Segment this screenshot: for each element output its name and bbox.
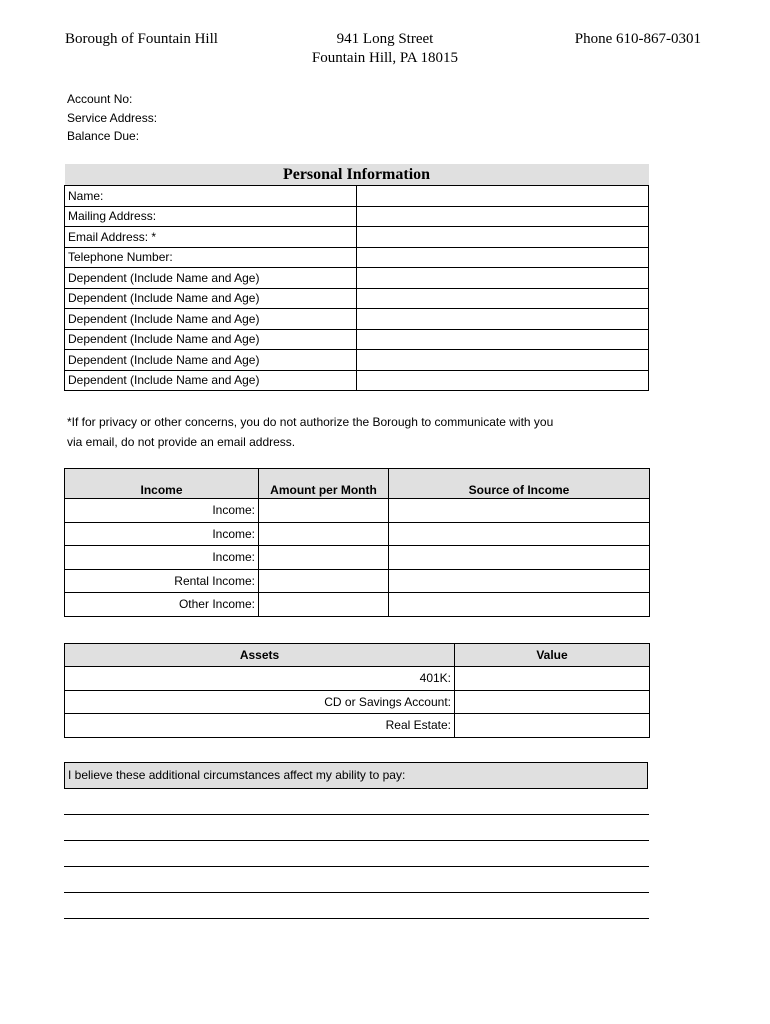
circumstances-header	[64, 762, 648, 789]
rental-income-label: Rental Income:	[65, 569, 259, 593]
dependent-label: Dependent (Include Name and Age)	[65, 309, 357, 330]
account-info	[67, 90, 157, 146]
table-row	[65, 593, 650, 617]
writing-line[interactable]	[64, 866, 649, 867]
table-row	[65, 569, 650, 593]
dependent-field[interactable]	[357, 288, 649, 309]
table-row	[65, 690, 650, 714]
amount-field[interactable]	[259, 522, 389, 546]
amount-field[interactable]	[259, 499, 389, 523]
address-city: Fountain Hill, PA 18015	[311, 50, 459, 66]
dependent-label: Dependent (Include Name and Age)	[65, 288, 357, 309]
borough-name: Borough of Fountain Hill	[65, 31, 218, 47]
table-row	[65, 522, 650, 546]
writing-line[interactable]	[64, 840, 649, 841]
amount-field[interactable]	[259, 569, 389, 593]
cd-savings-label: CD or Savings Account:	[65, 690, 455, 714]
income-label: Income:	[65, 499, 259, 523]
income-header: Income	[65, 469, 259, 499]
dependent-field[interactable]	[357, 370, 649, 391]
table-row	[65, 288, 649, 309]
circumstances-label: I believe these additional circumstances affect my ability to pay:	[68, 768, 406, 782]
account-no-label: Account No:	[67, 92, 133, 106]
amount-field[interactable]	[259, 546, 389, 570]
amount-per-month-header: Amount per Month	[259, 469, 389, 499]
mailing-address-field[interactable]	[357, 206, 649, 227]
dependent-label: Dependent (Include Name and Age)	[65, 350, 357, 371]
source-field[interactable]	[389, 546, 650, 570]
table-row	[65, 247, 649, 268]
name-label: Name:	[65, 186, 357, 207]
table-row	[65, 227, 649, 248]
table-header-row	[65, 469, 650, 499]
personal-information-table	[64, 164, 649, 391]
borough-phone: Phone 610-867-0301	[574, 31, 701, 47]
address-street: 941 Long Street	[336, 31, 434, 47]
personal-information-title: Personal Information	[65, 164, 649, 186]
real-estate-value-field[interactable]	[455, 714, 650, 738]
source-field[interactable]	[389, 569, 650, 593]
writing-line[interactable]	[64, 918, 649, 919]
dependent-label: Dependent (Include Name and Age)	[65, 329, 357, 350]
email-address-label: Email Address: *	[65, 227, 357, 248]
table-row	[65, 206, 649, 227]
email-privacy-note	[67, 412, 553, 452]
borough-address	[284, 30, 486, 68]
table-row	[65, 499, 650, 523]
table-header-row	[65, 644, 650, 667]
401k-label: 401K:	[65, 667, 455, 691]
cd-savings-value-field[interactable]	[455, 690, 650, 714]
writing-line[interactable]	[64, 814, 649, 815]
table-row	[65, 350, 649, 371]
source-field[interactable]	[389, 522, 650, 546]
table-row	[65, 329, 649, 350]
note-line: *If for privacy or other concerns, you do not authorize the Borough to communicate with you	[67, 415, 554, 429]
dependent-label: Dependent (Include Name and Age)	[65, 370, 357, 391]
balance-due-label: Balance Due:	[67, 129, 140, 143]
source-of-income-header: Source of Income	[389, 469, 650, 499]
table-row	[65, 370, 649, 391]
note-line: via email, do not provide an email address.	[67, 435, 296, 449]
other-income-label: Other Income:	[65, 593, 259, 617]
dependent-field[interactable]	[357, 350, 649, 371]
income-label: Income:	[65, 546, 259, 570]
dependent-field[interactable]	[357, 268, 649, 289]
value-header: Value	[455, 644, 650, 667]
income-label: Income:	[65, 522, 259, 546]
real-estate-label: Real Estate:	[65, 714, 455, 738]
writing-line[interactable]	[64, 892, 649, 893]
amount-field[interactable]	[259, 593, 389, 617]
mailing-address-label: Mailing Address:	[65, 206, 357, 227]
source-field[interactable]	[389, 593, 650, 617]
email-address-field[interactable]	[357, 227, 649, 248]
dependent-field[interactable]	[357, 329, 649, 350]
table-row	[65, 309, 649, 330]
service-address-label: Service Address:	[67, 110, 158, 125]
assets-table	[64, 643, 650, 738]
dependent-field[interactable]	[357, 309, 649, 330]
assets-header: Assets	[65, 644, 455, 667]
table-row	[65, 546, 650, 570]
telephone-number-field[interactable]	[357, 247, 649, 268]
source-field[interactable]	[389, 499, 650, 523]
telephone-number-label: Telephone Number:	[65, 247, 357, 268]
401k-value-field[interactable]	[455, 667, 650, 691]
table-row	[65, 667, 650, 691]
name-field[interactable]	[357, 186, 649, 207]
dependent-label: Dependent (Include Name and Age)	[65, 268, 357, 289]
table-row	[65, 714, 650, 738]
table-row	[65, 186, 649, 207]
income-table	[64, 468, 650, 617]
table-row	[65, 268, 649, 289]
